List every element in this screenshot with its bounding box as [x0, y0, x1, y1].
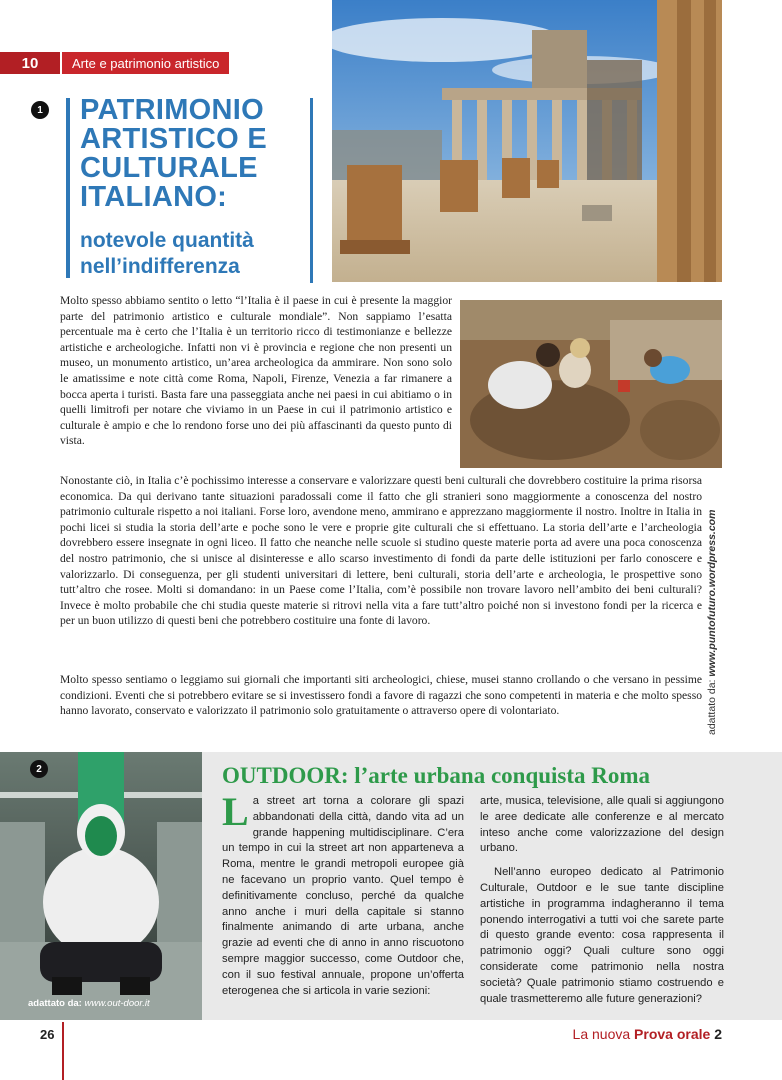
book-number: 2	[710, 1026, 722, 1042]
section-topic: Arte e patrimonio artistico	[62, 52, 229, 74]
temple-ruins-photo	[332, 0, 722, 282]
photo-credit-source: www.out-door.it	[84, 998, 150, 1009]
outdoor-column-1	[222, 789, 464, 999]
credit-prefix: adattato da:	[706, 676, 718, 735]
book-name: Prova orale	[634, 1026, 711, 1042]
article-badge: 1	[31, 101, 49, 119]
section-page-number: 10	[0, 52, 60, 74]
article-badge: 2	[30, 760, 48, 778]
page-number: 26	[40, 1027, 55, 1042]
outdoor-text-2b: Nell’anno europeo dedicato al Patrimonio Culturale, Outdoor e le sue tante discipline artistiche in programma indagheranno il tema ponendo interrogativi a tutti voi che sarete parte di questo grande evento: cosa rappresenta il patrimonio oggi? Quali culture sono oggi considerate come patrimonio nella nostra società? Quale patrimonio stiamo costruendo e quale trasmetteremo alle future generazioni?	[480, 866, 724, 1005]
article-title: PATRIMONIO ARTISTICO E CULTURALE ITALIANO:	[80, 94, 267, 213]
section-header	[0, 52, 229, 74]
article-paragraph-2: Nonostante ciò, in Italia c’è pochissimo interesse a conservare e valorizzare questi beni culturali che dovrebbero costituire la prima risorsa economica. Da qui derivano tante situazioni paradossali come il fatto che gli stranieri sono maggiormente a conoscenza del nostro patrimonio culturale rispetto a noi italiani. Forse loro, avendone meno, ammirano e apprezzano maggiormente il nostro. Inoltre in Italia in pochi licei si studia la storia dell’arte e poche sono le vere e proprie gite culturali che si effettuano. La storia dell’arte e l’archeologia dovrebbero essere insegnate in ogni liceo. Il fatto che neanche nelle scuole si studino queste materie porta ad avere una poca conoscenza del nostro patrimonio, che si unisce al disinteresse e allo scarso investimento di fondi da parte delle istituzioni per farlo conoscere e valorizzarlo. Di conseguenza, per gli studenti universitari di lettere, beni culturali, storia dell’arte e archeologia, le prospettive sono tutt’altro che rosee. Molti si domandano: in un Paese come l’Italia, com’è possibile non trovare lavoro nell’ambito dei beni culturali? Invece è molto probabile che chi studia queste materie si ritrovi nella vita a fare tutt’altro poiché non si investono fondi per la ricerca e per un buon utilizzo di questi beni che potrebbero costituire una fonte di lavoro.	[60, 474, 702, 628]
street-art-photo	[0, 752, 202, 1020]
outdoor-column-2	[480, 794, 724, 1007]
title-accent-bar	[66, 98, 70, 278]
article-paragraph-3: Molto spesso sentiamo o leggiamo sui giornali che importanti siti archeologici, chiese, musei stanno crollando o che versano in pessime condizioni. Eventi che si potrebbero evitare se si investissero fondi a favore di ragazzi che sono competenti in materia e che molto spesso hanno lavorato, conservato e valorizzato il patrimonio solo gratuitamente o attraverso opere di volontariato.	[60, 673, 702, 718]
article-subtitle: notevole quantità nell’indifferenza	[80, 229, 254, 278]
footer-rule	[62, 1022, 64, 1080]
book-prefix: La nuova	[572, 1026, 635, 1042]
photo-credit	[28, 998, 150, 1009]
outdoor-title: OUTDOOR: l’arte urbana conquista Roma	[222, 763, 651, 788]
title-divider	[310, 98, 313, 283]
credit-source: www.puntofuturo.wordpress.com	[706, 509, 718, 677]
book-title	[573, 1026, 722, 1042]
outdoor-text-1: a street art torna a colorare gli spazi abbandonati della città, dando vita ad un grande happening multidisciplinare. C’era un tempo in cui la street art non apparteneva a Roma, mentre le grandi metropoli europee già ne facevano un proprio vanto. Quel tempo è definitivamente concluso, perché da qualche anno anche i muri della capitale si stanno finalmente animando di arte urbana, anche grazie ad eventi che di anno in anno riscuotono sempre maggior successo, come Outdoor che, con il suo festival annuale, propone un’offerta eterogenea che si articola in varie sezioni:	[222, 795, 464, 997]
photo-credit-prefix: adattato da:	[28, 998, 85, 1009]
excavation-photo	[460, 300, 722, 468]
article-paragraph-1: Molto spesso abbiamo sentito o letto “l’Italia è il paese in cui è presente la maggior parte del patrimonio artistico e culturale mondiale”. Non sappiamo l’esatta percentuale ma è certo che l’Italia è un territorio ricco di testimonianze e bellezze artistiche e archeologiche. Infatti non vi è provincia e regione che non presenti un museo, un monumento artistico, un’area archeologica da ammirare. Non sono solo le amatissime e note città come Roma, Napoli, Firenze, Venezia a far rimanere a bocca aperta i turisti. Basta fare una passeggiata anche nei paesi in cui abitiamo o in quelli limitrofi per notare che viviamo in un Paese in cui il patrimonio artistico e culturale è ampio e che lo rendono forse uno dei più affascinanti da questo punto di vista.	[60, 294, 452, 448]
outdoor-text-2a: arte, musica, televisione, alle quali si aggiungono le aree dedicate alle conferenze e al mercato inteso anche come valorizzazione del design urbano.	[480, 795, 724, 855]
drop-cap: L	[222, 789, 249, 834]
source-credit	[706, 510, 718, 735]
